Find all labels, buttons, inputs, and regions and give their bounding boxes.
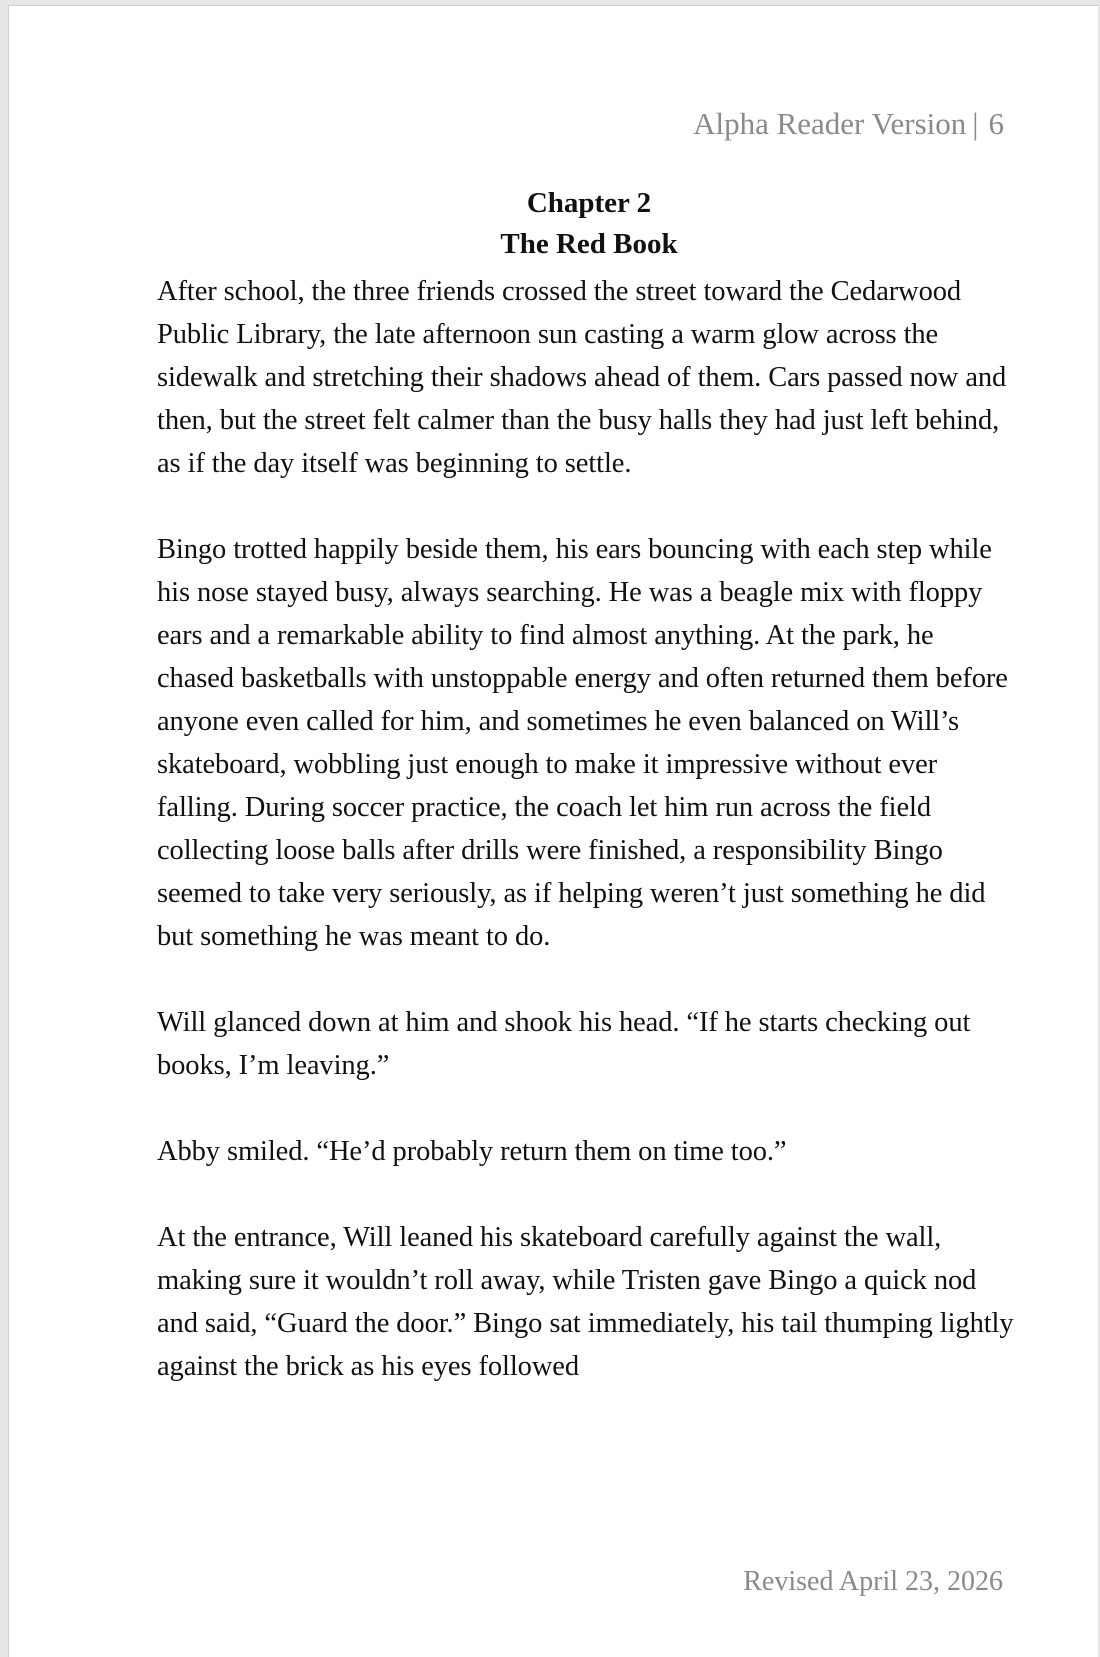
document-page [8,5,1098,1657]
paragraph: After school, the three friends crossed the street toward the Cedarwood Public Library, the late afternoon sun casting a warm glow across the sidewalk and stretching their shadows ahead of them. Cars passed now and then, but the street felt calmer than the busy halls they had just left behind, as if the day itself was beginning to settle. [157,276,1007,479]
chapter-heading [9,183,1100,265]
page-number: 6 [988,106,1004,141]
paragraph: At the entrance, Will leaned his skateboard carefully against the wall, making sure it wouldn’t roll away, while Tristen gave Bingo a quick nod and said, “Guard the door.” Bingo sat immediately, his tail thumping lightly against the brick as his eyes followed [157,1222,1014,1382]
paragraph: Abby smiled. “He’d probably return them on time too.” [157,1136,787,1167]
chapter-title: The Red Book [500,228,678,260]
chapter-body [157,270,1017,1388]
page-header [693,106,1004,142]
paragraph: Will glanced down at him and shook his head. “If he starts checking out books, I’m leaving.” [157,1007,971,1081]
page-footer: Revised April 23, 2026 [743,1566,1003,1597]
chapter-number: Chapter 2 [526,187,652,219]
header-title: Alpha Reader Version [693,106,967,141]
paragraph: Bingo trotted happily beside them, his ears bouncing with each step while his nose stayed busy, always searching. He was a beagle mix with floppy ears and a remarkable ability to find almost anything. At the park, he chased basketballs with unstoppable energy and often returned them before anyone even called for him, and sometimes he even balanced on Will’s skateboard, wobbling just enough to make it impressive without ever falling. During soccer practice, the coach let him run across the field collecting loose balls after drills were finished, a responsibility Bingo seemed to take very seriously, as if helping weren’t just something he did but something he was meant to do. [157,534,1008,952]
header-separator: | [972,106,979,141]
